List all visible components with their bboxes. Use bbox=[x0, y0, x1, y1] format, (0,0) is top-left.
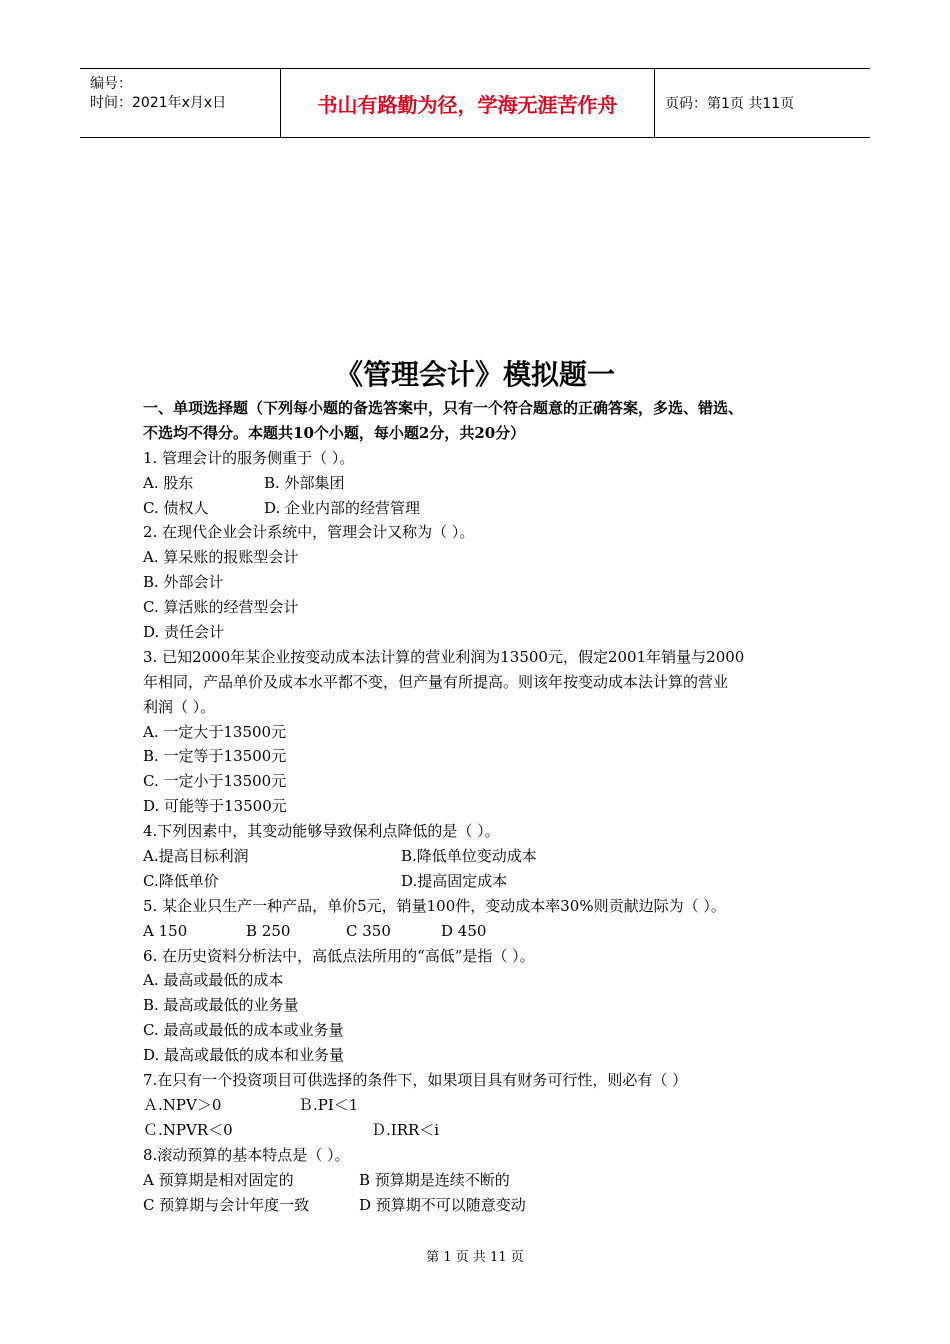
option: B. 最高或最低的业务量 bbox=[143, 996, 299, 1015]
option: B.降低单位变动成本 bbox=[401, 847, 537, 866]
option: C 350 bbox=[346, 921, 391, 940]
question-stem: 1. 管理会计的服务侧重于（ ）。 bbox=[143, 448, 355, 467]
option: Ｂ.PI＜1 bbox=[298, 1095, 359, 1114]
option: B 预算期是连续不断的 bbox=[359, 1170, 510, 1189]
page-footer: 第 1 页 共 11 页 bbox=[426, 1250, 524, 1265]
header-motto: 书山有路勤为径，学海无涯苦作舟 bbox=[317, 92, 618, 117]
option-row bbox=[143, 496, 833, 521]
option: D. 可能等于13500元 bbox=[143, 797, 287, 816]
option: C 预算期与会计年度一致 bbox=[143, 1195, 310, 1214]
option-row bbox=[143, 471, 833, 496]
option: A 预算期是相对固定的 bbox=[143, 1170, 294, 1189]
question-stem: 5. 某企业只生产一种产品，单价5元，销量100件，变动成本率30%则贡献边际为（ ）。 bbox=[143, 896, 726, 915]
document-title: 《管理会计》模拟题一 bbox=[334, 358, 615, 391]
page-header bbox=[80, 68, 870, 138]
section-heading-cont: 不选均不得分。本题共10个小题，每小题2分，共20分） bbox=[143, 423, 526, 442]
option: B. 外部会计 bbox=[143, 573, 224, 592]
header-meta bbox=[80, 69, 281, 137]
option-row bbox=[143, 919, 833, 944]
question-stem-cont: 利润（ ）。 bbox=[143, 697, 216, 716]
header-page-info: 页码：第1页 共11页 bbox=[665, 96, 795, 112]
option: B 250 bbox=[246, 921, 291, 940]
option-row bbox=[143, 1193, 833, 1218]
question-stem: 4.下列因素中，其变动能够导致保利点降低的是（ ）。 bbox=[143, 822, 500, 841]
option: Ｃ.NPVR＜0 bbox=[143, 1120, 233, 1139]
option-row bbox=[143, 1168, 833, 1193]
option: C. 一定小于13500元 bbox=[143, 772, 287, 791]
option: A. 算呆账的报账型会计 bbox=[143, 548, 299, 567]
option: A. 最高或最低的成本 bbox=[143, 971, 284, 990]
serial-label: 编号： bbox=[90, 76, 132, 92]
option: D. 责任会计 bbox=[143, 623, 225, 642]
option-row bbox=[143, 1093, 833, 1118]
question-stem: 6. 在历史资料分析法中，高低点法所用的“高低”是指（ ）。 bbox=[143, 946, 535, 965]
option: D 预算期不可以随意变动 bbox=[359, 1195, 526, 1214]
header-motto-cell bbox=[281, 69, 655, 137]
option: D 450 bbox=[441, 921, 487, 940]
option: A 150 bbox=[143, 921, 188, 940]
option: D. 企业内部的经营管理 bbox=[264, 498, 421, 517]
date-label: 时间：2021年x月x日 bbox=[90, 95, 227, 111]
question-stem: 8.滚动预算的基本特点是（ ）。 bbox=[143, 1145, 350, 1164]
option: C.降低单价 bbox=[143, 871, 219, 890]
option: C. 算活账的经营型会计 bbox=[143, 598, 299, 617]
option: D. 最高或最低的成本和业务量 bbox=[143, 1046, 345, 1065]
option: A.提高目标利润 bbox=[143, 847, 249, 866]
option-row bbox=[143, 844, 833, 869]
option: Ｄ.IRR＜i bbox=[371, 1120, 440, 1139]
option: Ａ.NPV＞0 bbox=[143, 1095, 222, 1114]
option-row bbox=[143, 1118, 833, 1143]
option: A. 股东 bbox=[143, 473, 194, 492]
question-stem: 7.在只有一个投资项目可供选择的条件下，如果项目具有财务可行性，则必有（ ） bbox=[143, 1071, 688, 1090]
question-stem: 3. 已知2000年某企业按变动成本法计算的营业利润为13500元，假定2001年销量与2000 bbox=[143, 647, 745, 666]
document-body bbox=[143, 396, 833, 1217]
question-stem-cont: 年相同，产品单价及成本水平都不变，但产量有所提高。则该年按变动成本法计算的营业 bbox=[143, 672, 729, 691]
option: C. 债权人 bbox=[143, 498, 209, 517]
option: A. 一定大于13500元 bbox=[143, 722, 287, 741]
option: B. 一定等于13500元 bbox=[143, 747, 287, 766]
option: C. 最高或最低的成本或业务量 bbox=[143, 1021, 344, 1040]
question-stem: 2. 在现代企业会计系统中，管理会计又称为（ ）。 bbox=[143, 523, 475, 542]
option-row bbox=[143, 869, 833, 894]
section-heading: 一、单项选择题（下列每小题的备选答案中，只有一个符合题意的正确答案，多选、错选、 bbox=[143, 399, 744, 417]
option: D.提高固定成本 bbox=[401, 871, 508, 890]
option: B. 外部集团 bbox=[264, 473, 345, 492]
